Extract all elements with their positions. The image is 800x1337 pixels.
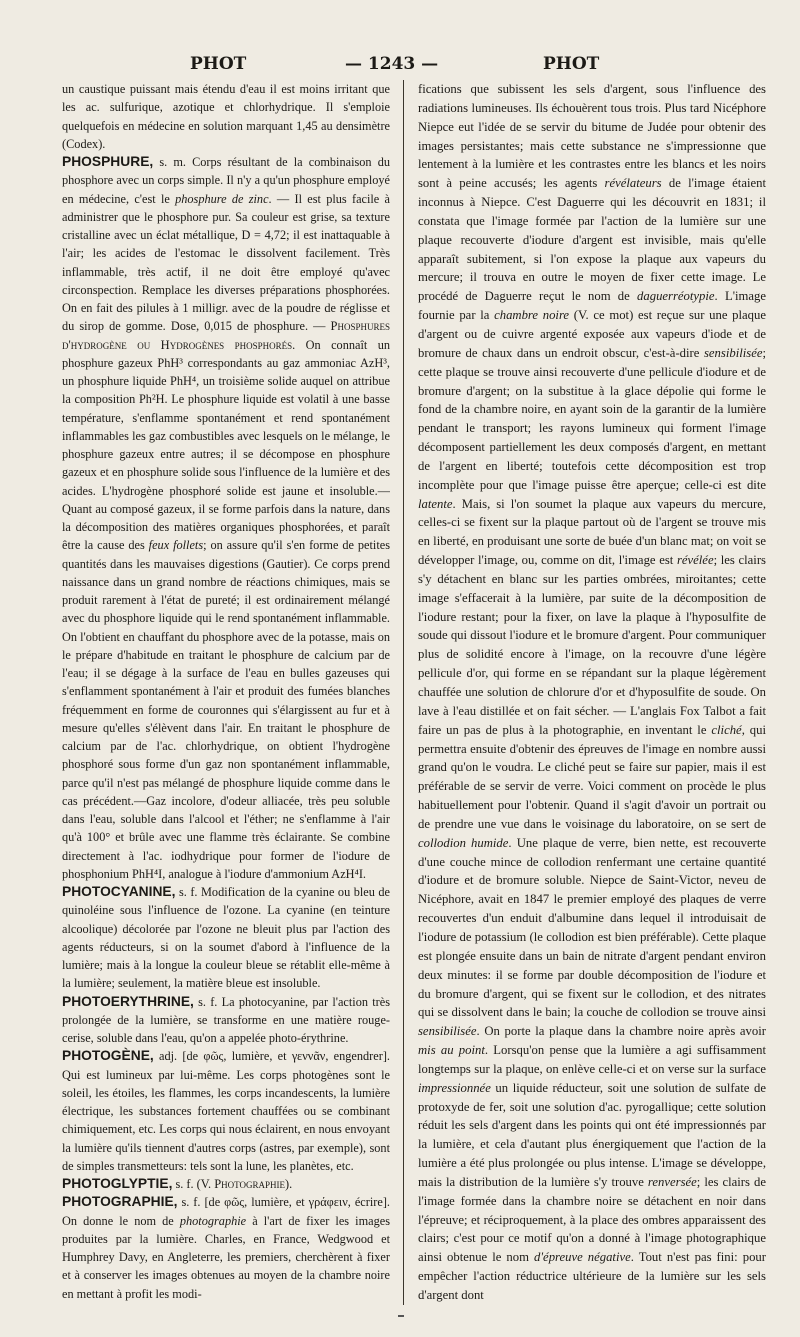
entry-text: adj. [de φῶς, lumière, et γεννᾶν, engendrer]. Qui est lumineux par lui-même. Les corps photogènes sont le soleil, les étoiles, les flammes, les corps incandescents, la lumière électrique, les substances fortement chauffées ou se combinant chimiquement, etc. Les corps qui nous éclairent, en nous envoyant la lumière qu'ils tiennent d'autres corps (astres, par exemple), sont de simples transmetteurs: tels sont la lune, les planètes, etc. <box>62 1049 390 1173</box>
entry-photographie-cont <box>418 80 766 1305</box>
left-column <box>62 80 390 1305</box>
italic-term: latente <box>418 496 453 511</box>
italic-term: chambre noire <box>494 308 570 323</box>
entry-text: s. f. [de φῶς, lumière, et γράφειν, écrire]. On donne le nom de <box>62 1195 390 1228</box>
italic-term: feux follets <box>148 538 204 553</box>
entry-text: . On porte la plaque dans la chambre noire après avoir <box>476 1024 766 1039</box>
entry-text: . Mais, si l'on soumet la plaque aux vapeurs du mercure, celles-ci se fixent sur la plaque partout où de l'argent se trouve mis en liberté, en produisant une sorte de buée d'un blanc mat; on voit se développer l'image, ou, comme on dit, l'image est <box>418 496 766 568</box>
italic-term: révélateurs <box>604 176 662 191</box>
italic-term: impressionnée <box>418 1080 491 1095</box>
right-column <box>418 80 766 1305</box>
entry-text: , qui permettra ensuite d'obtenir des épreuves de l'image en nombre aussi grand qu'on le voudra. Le cliché peut se faire sur papier, mais il est préférable de se servir de verre. Voici comment on procède le plus habituellement pour l'obtenir. Quand il s'agit d'avoir un portrait ou de prendre une vue dans le voisinage du laboratoire, on se sert de <box>418 722 766 831</box>
page-number: — 1243 — <box>345 54 439 74</box>
entry-text: . — Il est plus facile à administrer que le phosphore pur. Sa couleur est grise, sa texture cristalline avec un éclat métallique, D = 4,72; il est inattaquable à l'air; les acides de l'estomac le dissolvent facilement. Très inflammable, très actif, il ne doit être employé qu'avec circonspection. Remplace les diverses préparations phosphorées. On en fait des pilules à 1 milligr. avec de la poudre de réglisse et du sirop de gomme. Dose, 0,015 de phosphure. — <box>62 191 390 334</box>
headword: PHOTOCYANINE, <box>62 884 176 899</box>
entry-text: s. m. Corps résultant de la combinaison du phosphore avec un corps simple. Il n'y a qu'un phosphure employé en médecine, c'est le <box>62 155 390 206</box>
entry-text: un liquide réducteur, soit une solution de sulfate de protoxyde de fer, soit une solution d'ac. pyrogallique; cette solution réduit les sels d'argent dans les points qui ont été impressionnés par la lumière, et cela d'autant plus énergiquement que l'action de la lumière a été plus prolongée ou plus intense. L'image se développe, mais la distribution de la lumière s'y trouve <box>418 1080 766 1189</box>
entry-text: de l'image étaient inconnus à Niepce. C'est Daguerre qui les découvrit en 1831; il constata que l'image formée par l'action de la lumière sur une plaque recouverte d'iodure d'argent est invisible, mais qu'elle apparaît subitement, si l'on expose la plaque aux vapeurs du mercure; il trouva en outre le moyen de fixer cette image. Le procédé de Daguerre reçut le nom de <box>418 176 766 304</box>
headword: PHOTOGRAPHIE, <box>62 1194 178 1210</box>
entry-text: . Une plaque de verre, bien nette, est recouverte d'une couche mince de collodion renfermant une certaine quantité d'iodure et de bromure soluble. Niepce de Saint-Victor, neveu de Nicéphore, avait en 1847 le premier employé des plaques de verre recouvertes d'un enduit d'albumine dans lequel il introduisait de l'iodure de potassium (le collodion est bien préférable). Cette plaque est plongée ensuite dans un bain de nitrate d'argent pendant environ deux minutes: il se forme par double décomposition de l'iodure et du bromure d'argent, qui se fixent sur le collodion, et des nitrates qui se dissolvent dans le bain; la couche de collodion se trouve ainsi <box>418 835 766 1020</box>
italic-term: photographie <box>179 1213 247 1228</box>
italic-term: renversée <box>647 1174 697 1189</box>
running-header <box>0 48 800 78</box>
entry-text: . L'image fournie par la <box>418 289 766 323</box>
headword: PHOTOERYTHRINE, <box>62 993 194 1009</box>
entry-text: ; on assure qu'il s'en forme de petites quantités dans les mauvaises digestions (Gautier). Ce corps prend naissance dans un grand nombre de réactions chimiques, mais se produit rarement à l'état de pureté; il est ordinairement mélangé avec du phosphore liquide qui le rend spontanément inflammable. On l'obtient en chauffant du phosphore avec de la potasse, mais on le prépare d'habitude en traitant le phosphure de calcium par de l'eau; il se dégage à la surface de l'eau en bulles gazeuses qui s'enflamment spontanément à l'air et produit des fumées blanches fréquemment en forme de couronnes qui s'élargissent au fur et à mesure qu'elles s'élèvent dans l'air. En traitant le phosphure de calcium par de l'ac. chlorhydrique, on obtient l'hydrogène phosphoré sous forme d'un gaz non spontanément inflammable, parce qu'il n'est pas mélangé de phosphure liquide comme dans le cas précédent.—Gaz incolore, d'odeur alliacée, très peu soluble dans l'eau, soluble dans l'alcool et l'éther; ne s'enflamme à l'air qu'à 100° et brûle avec une flamme très éclairante. Se combine directement à l'ac. iodhydrique pour former de l'iodure de phosphonium PhH⁴I, analogue à l'iodure d'ammonium AzH⁴I. <box>62 538 390 881</box>
entry-photoerythrine <box>62 993 390 1048</box>
italic-term: mis au point <box>418 1043 485 1058</box>
entry-text: . On connaît un phosphure gazeux PhH³ correspondants au gaz ammoniac AzH³, un phosphure liquide PhH⁴, un troisième solide auquel on attribue la composition Ph²H. Le phosphure liquide est volatil à une basse température, s'enflamme spontanément et rend spontanément inflammables les gaz combustibles avec lesquels on le mélange, le phosphure gazeux entre autres; il se décompose en phosphure gazeux et en phosphure solide sous l'influence de la lumière et des acides. L'hydrogène phosphoré solide est jaune et insoluble.—Quant au composé gazeux, il se forme parfois dans la nature, dans la décomposition des matières organiques phosphorées, et paraît être la cause des <box>62 337 390 553</box>
entry-photocyanine <box>62 883 390 993</box>
small-caps-term: Photographie <box>214 1177 285 1191</box>
entry-text: s. f. (V. <box>172 1177 215 1191</box>
entry-text: ; les clairs de l'image formée dans la chambre noire se détachent en noir dans l'épreuve; et réciproquement, à la place des ombres apparaissent des clairs; c'est pour ce motif qu'on a donné à l'image photographique ainsi obtenue le nom <box>418 1174 766 1265</box>
entry-text: un caustique puissant mais étendu d'eau il est moins irritant que les ac. sulfurique, azotique et chlorhydrique. Il s'emploie quelquefois en médecine en solution marquant 1,45 au densimètre (Codex). <box>62 82 390 151</box>
italic-term: sensibilisée <box>703 345 763 360</box>
column-divider <box>403 80 404 1305</box>
entry-text: s. f. Modification de la cyanine ou bleu de quinoléine sous l'influence de l'ozone. La cyanine (en teinture alcoolique) décolorée par l'ozone ne bleuit plus par l'action des agents réducteurs, si on la soumet d'abord à l'influence de la lumière; mais à la longue la couleur bleue se rétablit elle-même à la lumière; seulement, la matière bleue est insoluble. <box>62 885 390 991</box>
headword: PHOSPHURE, <box>62 154 154 169</box>
italic-term: sensibilisée <box>418 1024 477 1039</box>
italic-term: d'épreuve négative <box>534 1250 631 1265</box>
headword: PHOTOGÈNE, <box>62 1048 154 1064</box>
small-caps-term: Phosphures d'hydrogène ou Hydrogènes phosphorés <box>62 319 390 352</box>
italic-term: collodion humide <box>418 835 509 850</box>
entry-photographie <box>62 1193 390 1303</box>
entry-text: fications que subissent les sels d'argent, sous l'influence des radiations lumineuses. Ils échouèrent tous trois. Plus tard Nicéphore Niepce eut l'idée de se servir du bitume de Judée pour obtenir des images persistantes; mais cette substance ne s'impressionne que lentement à la lumière et les contrastes entre les blancs et les noirs sont à peine accusés; les agents <box>418 82 766 191</box>
italic-term: daguerréotypie <box>637 289 715 304</box>
header-left-word: PHOT <box>190 54 247 74</box>
entry-phosphure <box>62 153 390 883</box>
entry-continuation <box>62 80 390 153</box>
page-edge-mark <box>398 1315 404 1317</box>
entry-text: à l'art de fixer les images produites par la lumière. Charles, en France, Wedgwood et Humphrey Davy, en Angleterre, les premiers, cherchèrent à fixer et à conserver les images obtenues au moyen de la chambre noire en mettant à profit les modi- <box>62 1213 390 1301</box>
entry-text: . Tout n'est pas fini: pour empêcher l'action réductrice ultérieure de la lumière sur les sels d'argent dont <box>418 1250 766 1302</box>
entry-photogene <box>62 1047 390 1175</box>
header-right-word: PHOT <box>543 54 600 74</box>
entry-text: ; cette plaque se trouve ainsi recouverte d'une pellicule d'iodure et de bromure d'argent; on la substitue à la glace dépolie qui forme le fond de la chambre noire, en ayant soin de la garantir de la lumière pendant le transport; les rayons lumineux qui forment l'image décomposent partiellement les deux composés d'argent, en mettant de l'argent en liberté; toutefois cette décomposition est trop incomplète pour que l'image puisse être aperçue; celle-ci est dite <box>418 345 766 492</box>
entry-text: s. f. La photocyanine, par l'action très prolongée de la lumière, se transforme en une matière rouge-cerise, soluble dans l'eau, qu'on a appelée photo-érythrine. <box>62 994 390 1045</box>
italic-term: phosphure de zinc <box>175 191 269 206</box>
entry-text: ). <box>285 1177 293 1191</box>
entry-text: . Lorsqu'on pense que la lumière a agi suffisamment longtemps sur la plaque, on enlève celle-ci et on verse sur la surface <box>418 1043 766 1076</box>
entry-text: (V. ce mot) est reçue sur une plaque d'argent ou de cuivre argenté exposée aux vapeurs d'iode et de bromure de chaux dans un endroit obscur, c'est-à-dire <box>418 308 766 360</box>
entry-photoglyptie <box>62 1175 390 1193</box>
entry-text: ; les clairs s'y détachent en blanc sur les parties ombrées, miroitantes; cette image s'effacerait à la lumière, par suite de la décomposition de l'iodure restant; pour la fixer, on lave la plaque à l'hyposulfite de soude qui dissout l'iodure et le bromure d'argent. Pour communiquer plus de solidité encore à l'image, on la recouvre d'une légère pellicule d'or, qui forme en se répandant sur la plaque légèrement chauffée une solution de chlorure d'or et d'hyposulfite de soude. On lave à l'eau distillée et on fait sécher. — L'anglais Fox Talbot a fait faire un pas de plus à la photographie, en inventant le <box>418 553 766 737</box>
italic-term: cliché <box>711 722 742 737</box>
headword: PHOTOGLYPTIE, <box>62 1176 173 1191</box>
italic-term: révélée <box>676 553 714 568</box>
